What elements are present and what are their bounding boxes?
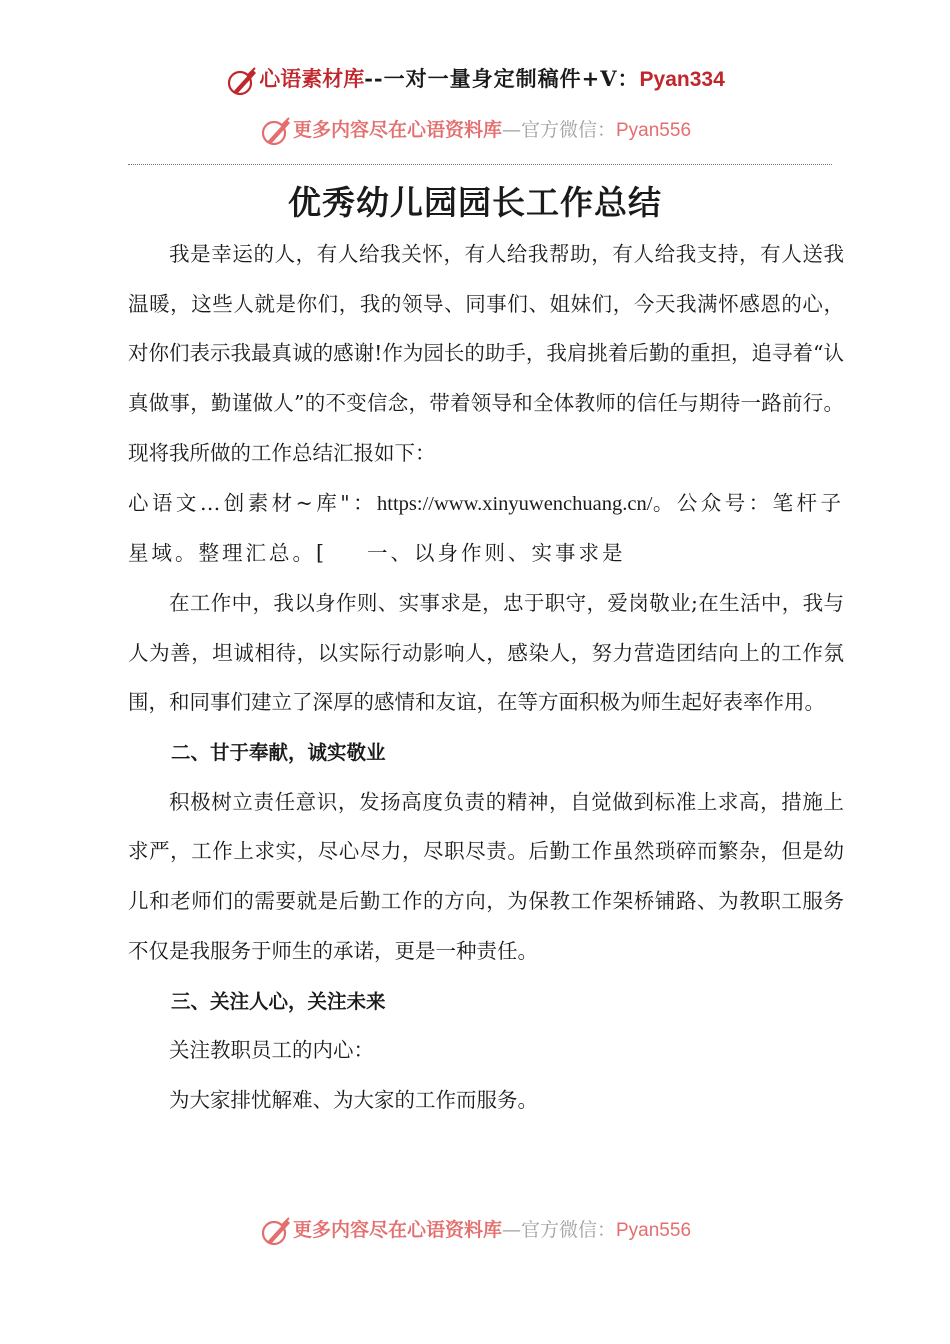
quill-pen-logo-icon [225,64,259,98]
watermark-prefix: 更多内容尽在心语资料库 [292,1219,502,1241]
document-title: 优秀幼儿园园长工作总结 [288,183,662,222]
source-note [128,479,844,579]
section-heading-2: 二、甘于奉献，诚实敬业 [171,741,386,765]
watermark-id: Pyan556 [616,120,692,141]
bottom-watermark [0,1214,950,1248]
source-suffix: 。公众号：笔杆子星域。整理汇总。[ [128,490,845,566]
watermark-middle: —官方微信： [501,1219,616,1241]
paragraph-section-3a: 关注教职员工的内心： [169,1038,374,1063]
watermark-middle: —官方微信： [501,119,616,141]
source-prefix: 心语文…创素材~库"： [128,490,378,515]
brand-name: 心语素材库 [259,66,365,91]
source-url[interactable]: https://www.xinyuwenchuang.cn/ [377,492,653,515]
header-divider [128,164,832,165]
top-banner [0,62,950,98]
banner-slogan: --一对一量身定制稿件+V： [364,66,640,91]
watermark-id: Pyan556 [616,1220,692,1241]
quill-pen-logo-icon [259,1214,293,1248]
quill-pen-logo-icon [259,114,293,148]
top-watermark [0,114,950,148]
paragraph-intro: 我是幸运的人，有人给我关怀，有人给我帮助，有人给我支持，有人送我温暖，这些人就是你们，我的领导、同事们、姐妹们，今天我满怀感恩的心，对你们表示我最真诚的感谢!作为园长的助手，我肩挑着后勤的重担，追寻着“认真做事，勤谨做人”的不变信念，带着领导和全体教师的信任与期待一路前行。现将我所做的工作总结汇报如下： [128,242,844,465]
watermark-prefix: 更多内容尽在心语资料库 [292,119,502,141]
paragraph-section-1: 在工作中，我以身作则、实事求是，忠于职守，爱岗敬业;在生活中，我与人为善，坦诚相待，以实际行动影响人，感染人，努力营造团结向上的工作氛围，和同事们建立了深厚的感情和友谊，在等方面积极为师生起好表率作用。 [128,590,844,715]
paragraph-section-2: 积极树立责任意识，发扬高度负责的精神，自觉做到标准上求高，措施上求严，工作上求实，尽心尽力，尽职尽责。后勤工作虽然琐碎而繁杂，但是幼儿和老师们的需要就是后勤工作的方向，为保教工作架桥铺路、为教职工服务不仅是我服务于师生的承诺，更是一种责任。 [128,789,844,963]
banner-wechat-id: Pyan334 [639,68,725,91]
section-heading-3: 三、关注人心，关注未来 [171,989,386,1013]
document-body [128,230,844,1126]
paragraph-section-3b: 为大家排忧解难、为大家的工作而服务。 [169,1087,538,1112]
section-heading-1: 一、以身作则、实事求是 [367,541,626,566]
